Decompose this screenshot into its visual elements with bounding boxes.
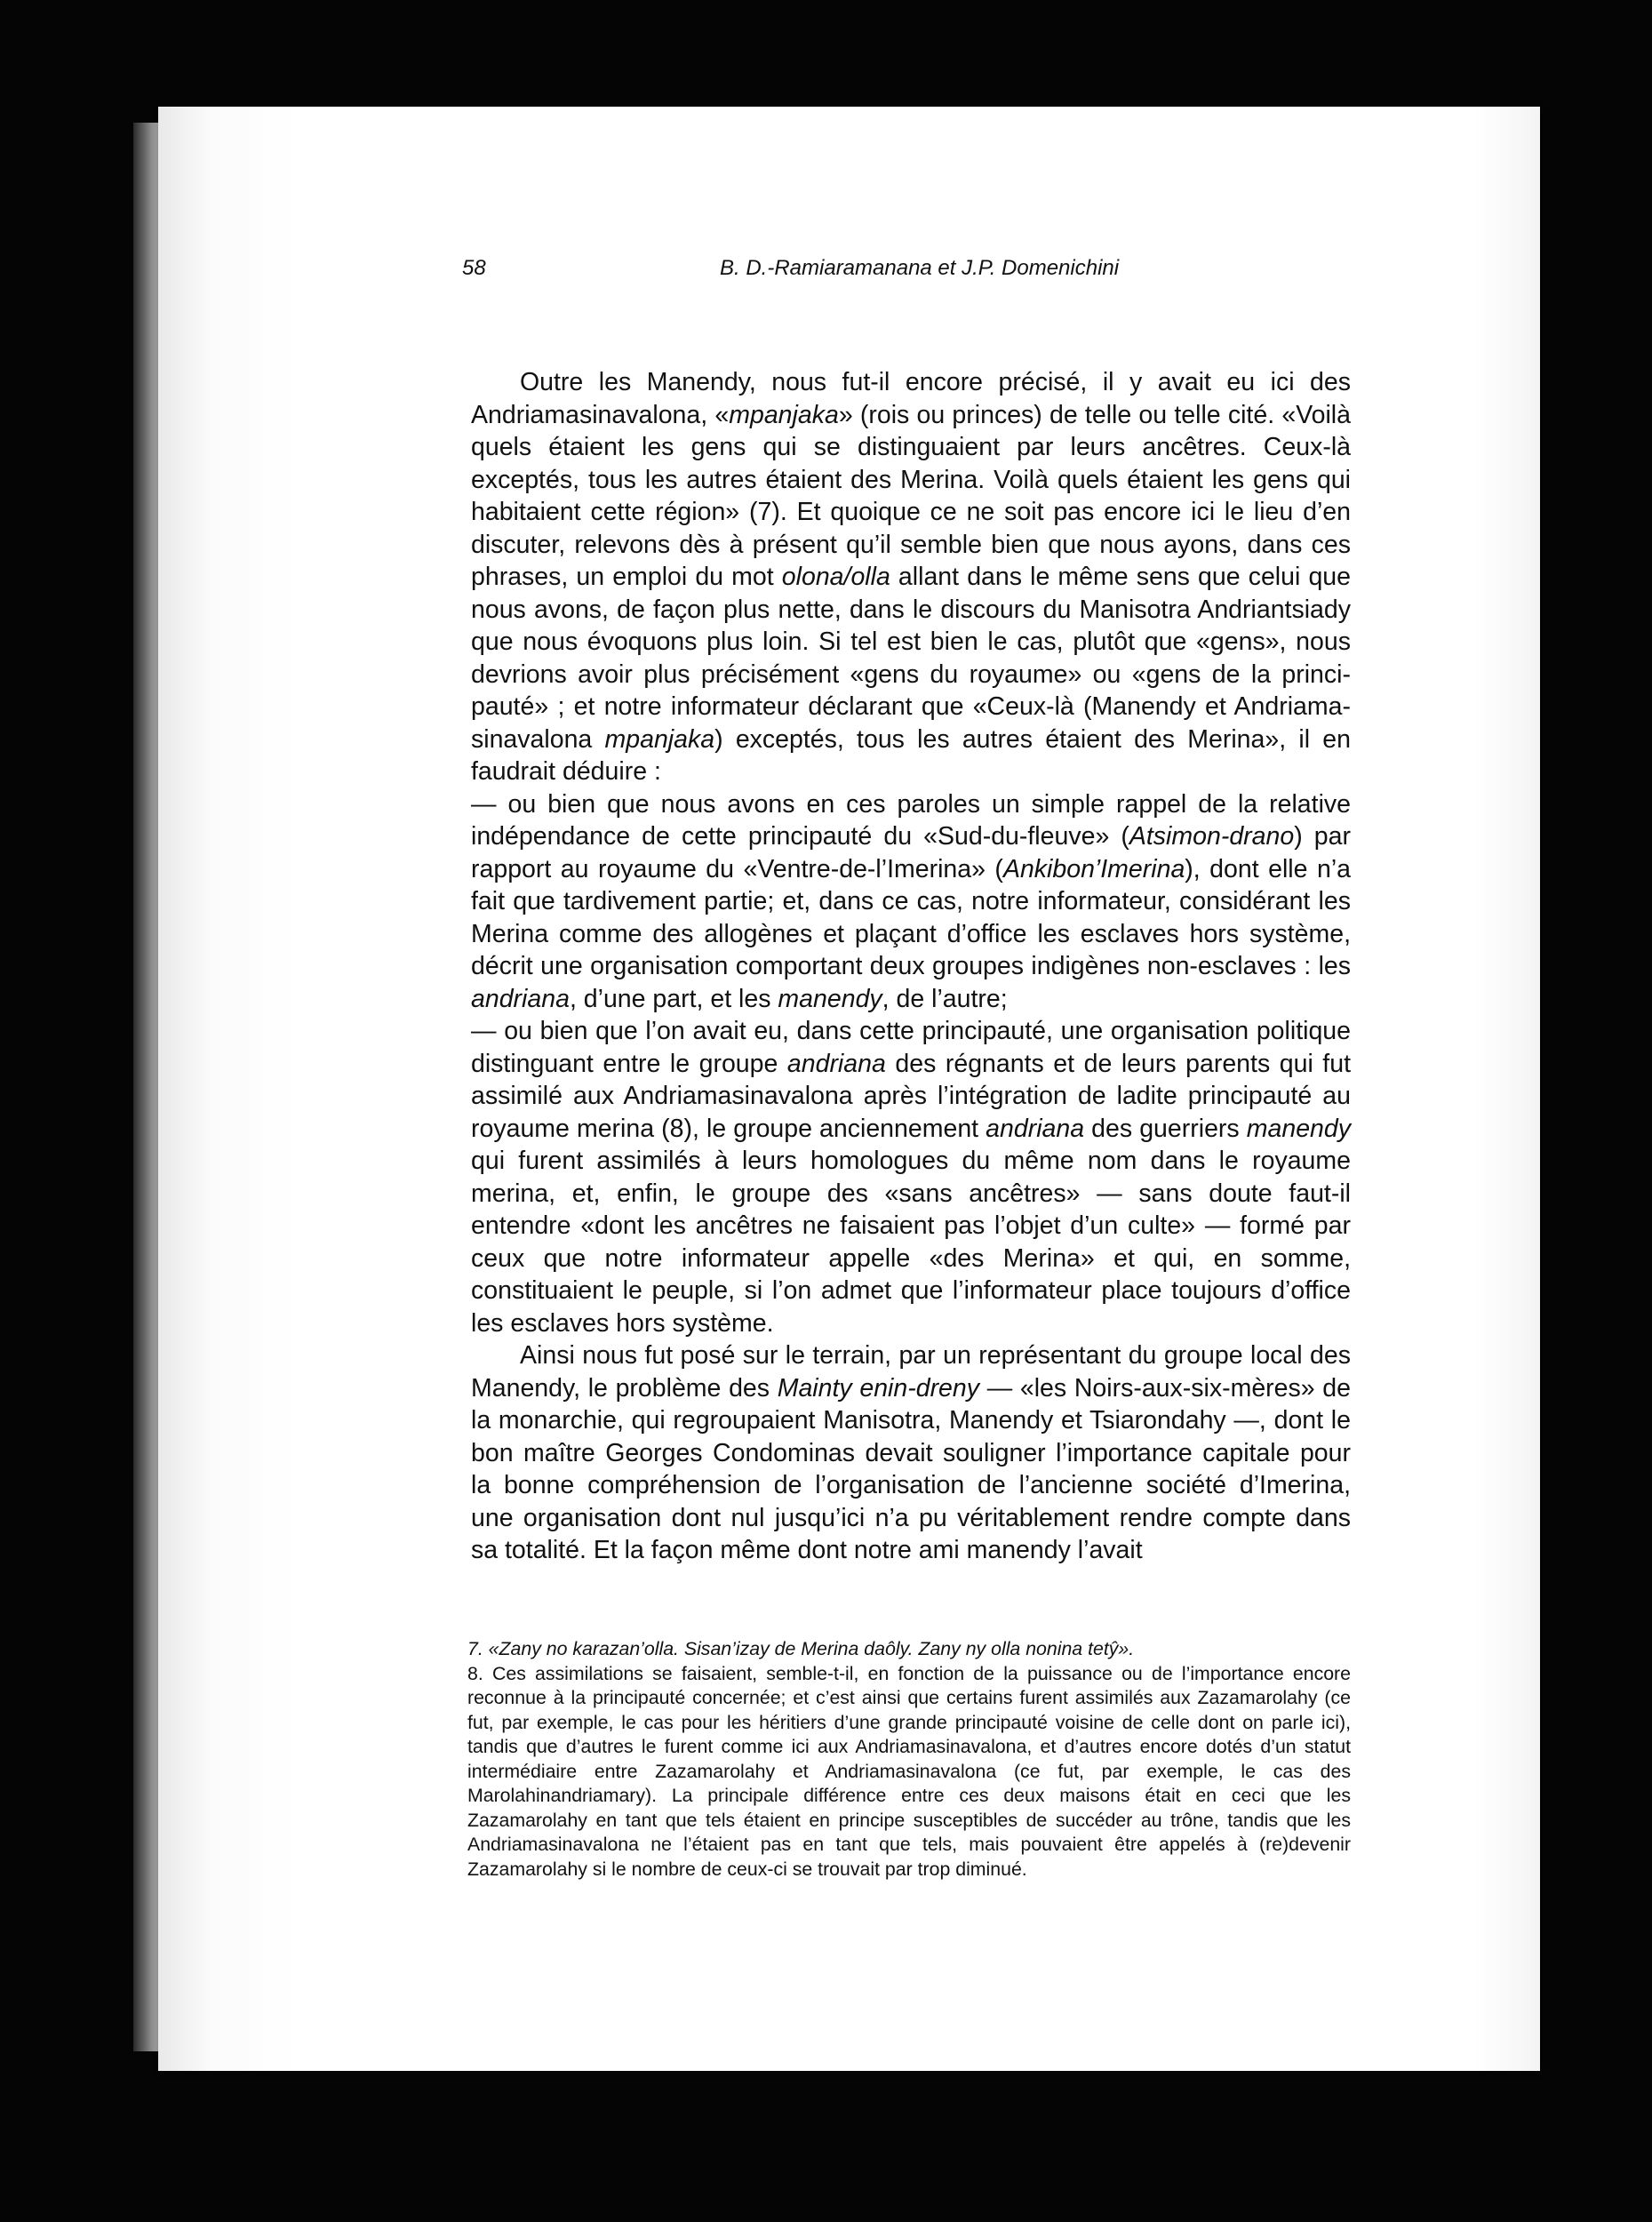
paragraph xyxy=(471,1015,1351,1339)
paragraph xyxy=(471,788,1351,1016)
italic-term: Mainty enin-dreny xyxy=(777,1373,980,1403)
paragraph xyxy=(471,366,1351,788)
italic-term: andriana xyxy=(986,1114,1085,1143)
footnote-8: 8. Ces assimilations se faisaient, semble-t-il, en fonction de la puissance ou de l’importance encore reconnue à la principauté concernée; et c’est ainsi que certains furent assimilés aux Zazamarolahy (ce fut, par exemple, le cas pour les héritiers d’une grande principauté voisine de celle dont on parle ici), tandis que d’autres le furent comme ici aux Andriamasinavalona, et d’autres encore dotés d’un statut intermédiaire entre Zazamarolahy et Andriamasinavalona (ce fut, par exemple, le cas des Marolahinandriamary). La principale différence entre ces deux maisons était en ceci que les Zazamarolahy en tant que tels étaient en principe susceptibles de succéder au trône, tandis que les Andriamasinavalona ne l’étaient pas en tant que tels, mais pouvaient être appelés à (re)devenir Zazamarolahy si le nombre de ceux-ci se trouvait par trop diminué. xyxy=(467,1662,1351,1880)
text-run: , de l’autre; xyxy=(882,984,1008,1013)
page-number: 58 xyxy=(462,256,486,280)
italic-term: mpanjaka xyxy=(729,400,839,429)
italic-term: andriana xyxy=(471,984,570,1013)
text-run: , d’une part, et les xyxy=(569,984,778,1013)
footnote-7: 7. «Zany no karazan’olla. Sisan’izay de Merina daôly. Zany ny olla nonina tetŷ». xyxy=(467,1638,1135,1659)
italic-term: Atsimon-drano xyxy=(1129,822,1295,851)
text-run: Ainsi nous fut posé sur le terrain, par un représentant du groupe local des Manendy, le problème des xyxy=(471,1341,1351,1403)
text-run: qui furent assimilés à leurs homologues du même nom dans le royaume merina, et, enfin, le groupe des «sans ancêtres» — sans doute faut-il entendre «dont les ancêtres ne faisaient pas l’objet d’un culte» — formé par ceux que notre informateur appelle «des Merina» et qui, en somme, constituaient le peuple, si l’on admet que l’informateur place toujours d’office les esclaves hors système. xyxy=(471,1147,1351,1338)
italic-term: olona/olla xyxy=(781,563,890,591)
text-run: ) par rapport au royaume du «Ventre-de-l’Imerina» ( xyxy=(471,822,1351,883)
italic-term: mpanjaka xyxy=(604,724,715,754)
running-head: B. D.-Ramiaramanana et J.P. Domenichini xyxy=(720,256,1120,280)
text-run: ) exceptés, tous les autres étaient des Merina», il en faudrait déduire : xyxy=(471,724,1351,786)
footnotes xyxy=(467,1637,1351,1882)
text-run: ), dont elle n’a fait que tardivement partie; et, dans ce cas, notre informateur, considérant les Merina comme des allogènes et plaçant d’office les esclaves hors système, décrit une organisation comportant deux groupes indigènes non-esclaves : les xyxy=(471,854,1351,980)
text-run: allant dans le même sens que celui que nous avons, de façon plus nette, dans le discours du Manisotra Andriantsiady que nous évoquons plus loin. Si tel est bien le cas, plutôt que «gens», nous devrions avoir plus précisément «gens du royaume» ou «gens de la principauté» ; et notre informateur déclarant que «Ceux-là (Manendy et Andriamasinavalona xyxy=(471,563,1351,754)
paragraph xyxy=(471,1339,1351,1567)
text-run: — ou bien que nous avons en ces paroles un simple rappel de la relative indépendance de cette principauté du «Sud-du-fleuve» ( xyxy=(471,789,1351,851)
italic-term: manendy xyxy=(1246,1114,1351,1143)
text-run: » (rois ou princes) de telle ou telle cité. «Voilà quels étaient les gens qui se distinguaient par leurs ancêtres. Ceux-là exceptés, tous les autres étaient des Merina. Voilà quels étaient les gens qui habitaient cette région» (7). Et quoique ce ne soit pas encore ici le lieu d’en discuter, relevons dès à présent qu’il semble bien que nous ayons, dans ces phrases, un emploi du mot xyxy=(471,400,1351,591)
text-run: des régnants et de leurs parents qui fut assimilé aux Andriamasinavalona après l’intégration de ladite principauté au royaume merina (8), le groupe anciennement xyxy=(471,1049,1351,1143)
italic-term: andriana xyxy=(786,1049,886,1078)
text-run: — ou bien que l’on avait eu, dans cette principauté, une organisation politique distinguant entre le groupe xyxy=(471,1017,1351,1078)
text-run: des guerriers xyxy=(1084,1114,1247,1143)
body-text xyxy=(471,366,1351,1567)
italic-term: Ankibon’Imerina xyxy=(1002,854,1185,883)
text-run: — «les Noirs-aux-six-mères» de la monarchie, qui regroupaient Manisotra, Manendy et Tsiarondahy —, dont le bon maître Georges Condominas devait souligner l’importance capitale pour la bonne compréhension de l’organisation de l’ancienne société d’Imerina, une organisation dont nul jusqu’ici n’a pu véritablement rendre compte dans sa totalité. Et la façon même dont notre ami manendy l’avait xyxy=(471,1373,1352,1564)
text-run: Outre les Manendy, nous fut-il encore précisé, il y avait eu ici des Andriamasinavalona, « xyxy=(471,368,1351,429)
italic-term: manendy xyxy=(778,984,882,1013)
